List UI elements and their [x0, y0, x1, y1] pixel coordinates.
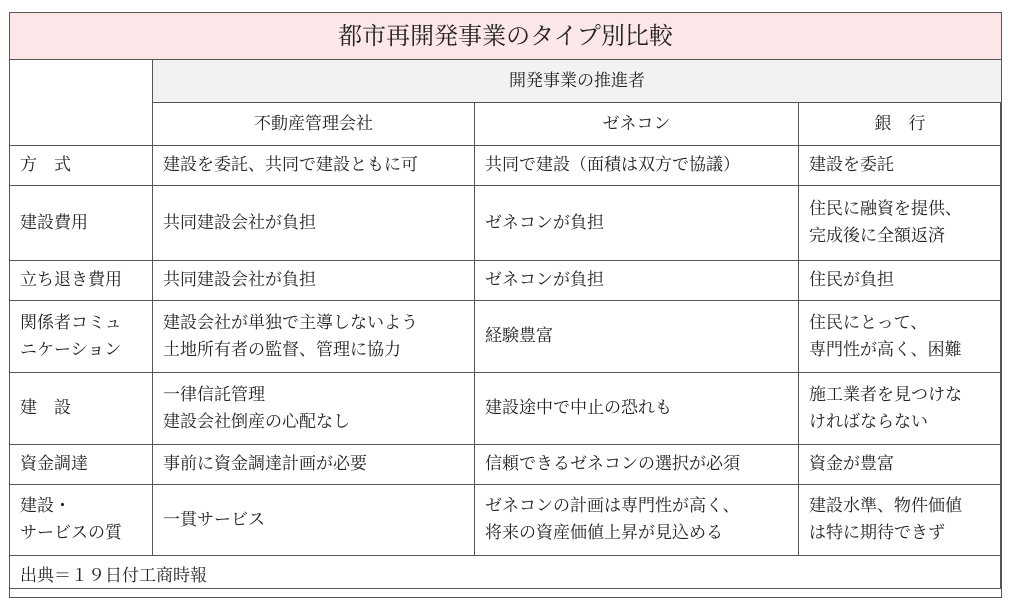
cell-line: 事前に資金調達計画が必要 — [163, 454, 367, 474]
column-header-row — [10, 103, 1002, 146]
comparison-table — [9, 12, 1002, 598]
cell-line: 土地所有者の監督、管理に協力 — [163, 339, 401, 360]
cell-line: 住民に融資を提供、 — [809, 199, 962, 219]
table-cell — [475, 261, 799, 301]
cell-line: 共同で建設（面積は双方で協議） — [485, 155, 740, 175]
row-label-line: 立ち退き費用 — [20, 270, 122, 290]
cell-line: 建設会社が単独で主導しないよう — [163, 312, 418, 333]
row-label — [10, 186, 153, 261]
cell-line: 将来の資産価値上昇が見込める — [485, 523, 723, 543]
cell-line: ゼネコンが負担 — [485, 212, 604, 233]
cell-line: 専門性が高く、困難 — [809, 339, 962, 360]
table-cell — [475, 445, 799, 485]
cell-line: 建設途中で中止の恐れも — [485, 398, 672, 418]
comparison-table-frame — [9, 12, 1001, 589]
table-title: 都市再開発事業のタイプ別比較 — [10, 13, 1002, 60]
table-cell — [799, 146, 1002, 186]
row-label-line: ニケーション — [20, 339, 122, 360]
cell-line: 完成後に全額返済 — [809, 226, 945, 246]
row-label-line: 建 設 — [20, 398, 71, 418]
table-cell — [475, 485, 799, 556]
row-label — [10, 146, 153, 186]
table-cell — [799, 373, 1002, 445]
row-label-line: 建設・ — [20, 496, 71, 516]
group-header: 開発事業の推進者 — [153, 60, 1002, 103]
cell-line: 住民にとって、 — [809, 312, 928, 333]
table-cell — [475, 373, 799, 445]
table-cell — [475, 301, 799, 373]
cell-line: 一貫サービス — [163, 509, 265, 530]
table-cell — [799, 301, 1002, 373]
row-label-line: 資金調達 — [20, 454, 88, 474]
source-note: 出典＝１９日付工商時報 — [10, 556, 1002, 598]
table-row — [10, 186, 1002, 261]
row-label-line: 建設費用 — [20, 212, 88, 233]
table-cell — [799, 186, 1002, 261]
table-cell — [475, 146, 799, 186]
row-label — [10, 373, 153, 445]
row-label — [10, 301, 153, 373]
source-row — [10, 556, 1002, 598]
cell-line: 経験豊富 — [485, 326, 553, 346]
table-row — [10, 301, 1002, 373]
table-cell — [799, 445, 1002, 485]
cell-line: 施工業者を見つけな — [809, 384, 962, 405]
row-label-line: サービスの質 — [20, 523, 122, 543]
table-cell — [153, 146, 475, 186]
table-row — [10, 445, 1002, 485]
title-row — [10, 13, 1002, 60]
col-header-real-estate: 不動産管理会社 — [153, 103, 475, 146]
cell-line: 信頼できるゼネコンの選択が必須 — [485, 454, 740, 474]
table-row — [10, 373, 1002, 445]
cell-line: ければならない — [809, 411, 928, 432]
table-cell — [799, 485, 1002, 556]
cell-line: ゼネコンの計画は専門性が高く、 — [485, 496, 740, 516]
row-label — [10, 485, 153, 556]
row-label-line: 方 式 — [20, 155, 71, 175]
group-header-row — [10, 60, 1002, 103]
row-label-line: 関係者コミュ — [20, 312, 122, 333]
col-header-general-contractor: ゼネコン — [475, 103, 799, 146]
table-cell — [153, 186, 475, 261]
table-cell — [153, 261, 475, 301]
cell-line: 一律信託管理 — [163, 384, 265, 405]
table-cell — [799, 261, 1002, 301]
cell-line: 建設を委託 — [809, 155, 894, 175]
table-row — [10, 261, 1002, 301]
table-cell — [153, 373, 475, 445]
row-label — [10, 445, 153, 485]
cell-line: 共同建設会社が負担 — [163, 212, 316, 233]
table-cell — [153, 485, 475, 556]
cell-line: 住民が負担 — [809, 270, 894, 290]
table-cell — [153, 445, 475, 485]
corner-cell — [10, 60, 153, 146]
cell-line: ゼネコンが負担 — [485, 270, 604, 290]
table-cell — [475, 186, 799, 261]
cell-line: は特に期待できず — [809, 523, 945, 543]
cell-line: 建設を委託、共同で建設ともに可 — [163, 155, 418, 175]
table-cell — [153, 301, 475, 373]
table-row — [10, 146, 1002, 186]
cell-line: 建設水準、物件価値 — [809, 496, 962, 516]
table-row — [10, 485, 1002, 556]
row-label — [10, 261, 153, 301]
cell-line: 建設会社倒産の心配なし — [163, 411, 350, 432]
cell-line: 共同建設会社が負担 — [163, 270, 316, 290]
col-header-bank: 銀 行 — [799, 103, 1002, 146]
cell-line: 資金が豊富 — [809, 454, 894, 474]
